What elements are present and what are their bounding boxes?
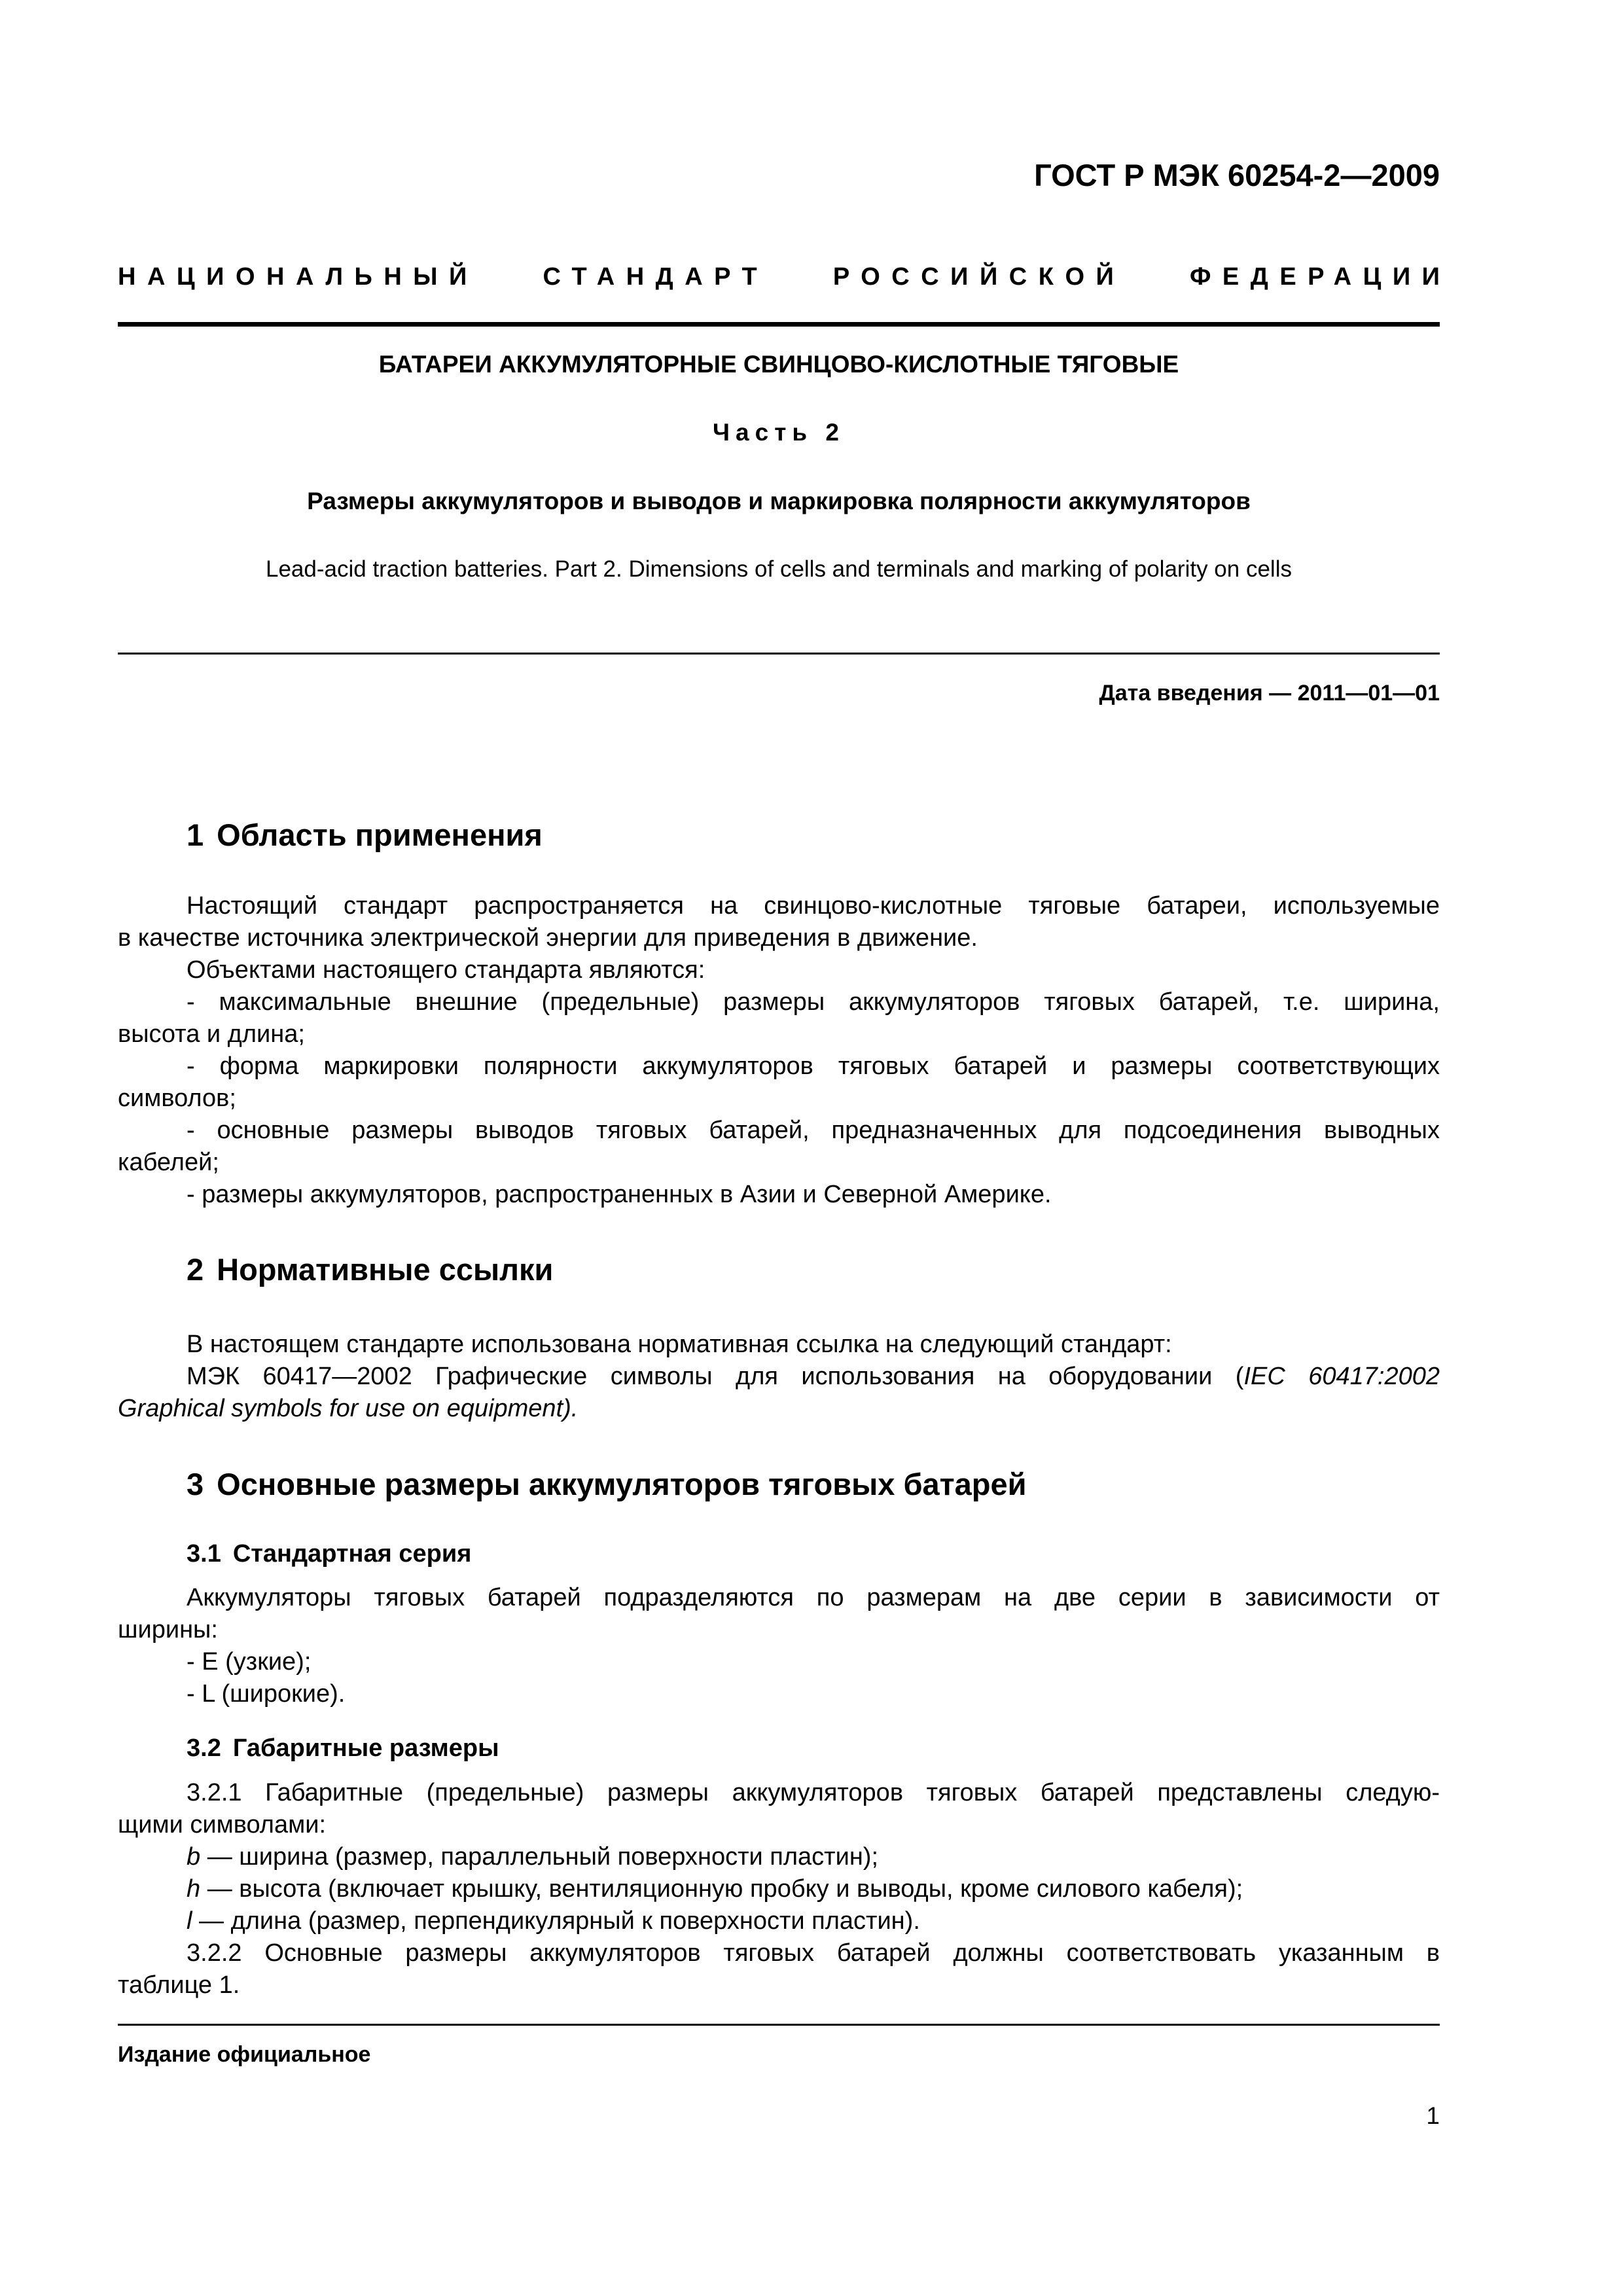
document-title: БАТАРЕИ АККУМУЛЯТОРНЫЕ СВИНЦОВО-КИСЛОТНЫЕ ТЯГОВЫЕ [378, 351, 1179, 378]
list-item: - форма маркировки полярности аккумуляторов тяговых батарей и размеры соответствующих [187, 1052, 1440, 1080]
title-rule [118, 653, 1440, 655]
list-item: - размеры аккумуляторов, распространенных в Азии и Северной Америке. [187, 1181, 1052, 1208]
reference-line [118, 1361, 1440, 1393]
section-number: 3 [187, 1467, 204, 1501]
list-item-continuation: кабелей; [118, 1149, 219, 1176]
section-title: Основные размеры аккумуляторов тяговых батарей [217, 1467, 1027, 1501]
symbol-description: — ширина (размер, параллельный поверхности пластин); [200, 1843, 879, 1871]
subsection-heading [187, 1540, 471, 1568]
header-rule [118, 322, 1440, 327]
list-item: - L (широкие). [187, 1680, 346, 1708]
page-number: 1 [1426, 2102, 1440, 2129]
section-heading [187, 1251, 553, 1287]
section-title: Нормативные ссылки [217, 1252, 554, 1287]
paragraph-line: щими символами: [118, 1811, 327, 1839]
section-heading [187, 817, 543, 853]
symbol-definition [118, 1905, 1440, 1937]
symbol: l [187, 1907, 192, 1935]
section-2-body [118, 1329, 1440, 1425]
list-item: - основные размеры выводов тяговых батарей, предназначенных для подсоединения выводных [187, 1117, 1440, 1144]
banner-word: РОССИЙСКОЙ [832, 263, 1126, 291]
symbol-description: — длина (размер, перпендикулярный к поверхности пластин). [192, 1907, 920, 1935]
subsection-heading [187, 1734, 499, 1763]
symbol-definition [118, 1841, 1440, 1873]
list-item: - Е (узкие); [187, 1648, 312, 1676]
paragraph-line: таблице 1. [118, 1971, 240, 1999]
paragraph-line: 3.2.2 Основные размеры аккумуляторов тяговых батарей должны соответствовать указанным в [187, 1939, 1440, 1967]
symbol-definition [118, 1873, 1440, 1905]
standard-code: ГОСТ Р МЭК 60254-2—2009 [1034, 158, 1440, 192]
paragraph-line: в качестве источника электрической энергии для приведения в движение. [118, 924, 978, 952]
introduction-date: Дата введения — 2011—01—01 [1099, 681, 1440, 706]
subsection-title: Габаритные размеры [232, 1734, 499, 1762]
subsection-title: Стандартная серия [232, 1540, 472, 1568]
reference-english: Graphical symbols for use on equipment). [118, 1395, 579, 1422]
banner-word: ФЕДЕРАЦИИ [1189, 263, 1452, 291]
paragraph-line: Настоящий стандарт распространяется на свинцово-кислотные тяговые батареи, используемые [187, 892, 1440, 920]
subsection-3-2-body [118, 1777, 1440, 2001]
paragraph-line: Аккумуляторы тяговых батарей подразделяются по размерам на две серии в зависимости от [187, 1584, 1440, 1611]
paragraph-line: В настоящем стандарте использована нормативная ссылка на следующий стандарт: [187, 1331, 1172, 1358]
subsection-3-1-body [118, 1582, 1440, 1710]
paragraph-line: 3.2.1 Габаритные (предельные) размеры аккумуляторов тяговых батарей представлены следую- [187, 1779, 1440, 1806]
paragraph-line: ширины: [118, 1616, 218, 1643]
list-item: - максимальные внешние (предельные) размеры аккумуляторов тяговых батарей, т.е. ширина, [187, 988, 1440, 1016]
reference-line [118, 1393, 1440, 1425]
reference-english: IEC 60417:2002 [1243, 1363, 1440, 1390]
subsection-number: 3.2 [187, 1734, 221, 1762]
list-item-continuation: символов; [118, 1085, 236, 1112]
subsection-number: 3.1 [187, 1540, 221, 1568]
section-heading [187, 1466, 1027, 1502]
part-label: Часть 2 [713, 419, 845, 446]
section-title: Область применения [217, 817, 543, 852]
section-number: 2 [187, 1252, 204, 1287]
banner-word: СТАНДАРТ [543, 263, 769, 291]
reference-text: МЭК 60417—2002 Графические символы для использования на оборудовании ( [187, 1363, 1244, 1390]
official-edition-label: Издание официальное [118, 2042, 371, 2067]
english-title: Lead-acid traction batteries. Part 2. Dimensions of cells and terminals and marking of polarity on cells [266, 556, 1292, 582]
symbol: b [187, 1843, 201, 1871]
list-item-continuation: высота и длина; [118, 1020, 305, 1048]
footer-rule [118, 2024, 1440, 2026]
symbol-description: — высота (включает крышку, вентиляционную пробку и выводы, кроме силового кабеля); [200, 1875, 1243, 1903]
section-number: 1 [187, 817, 204, 852]
banner-word: НАЦИОНАЛЬНЫЙ [118, 263, 478, 291]
symbol: h [187, 1875, 201, 1903]
national-standard-banner [118, 263, 1452, 291]
document-subtitle: Размеры аккумуляторов и выводов и маркировка полярности аккумуляторов [307, 488, 1251, 514]
section-1-body [118, 890, 1440, 1211]
paragraph-line: Объектами настоящего стандарта являются: [187, 956, 705, 984]
